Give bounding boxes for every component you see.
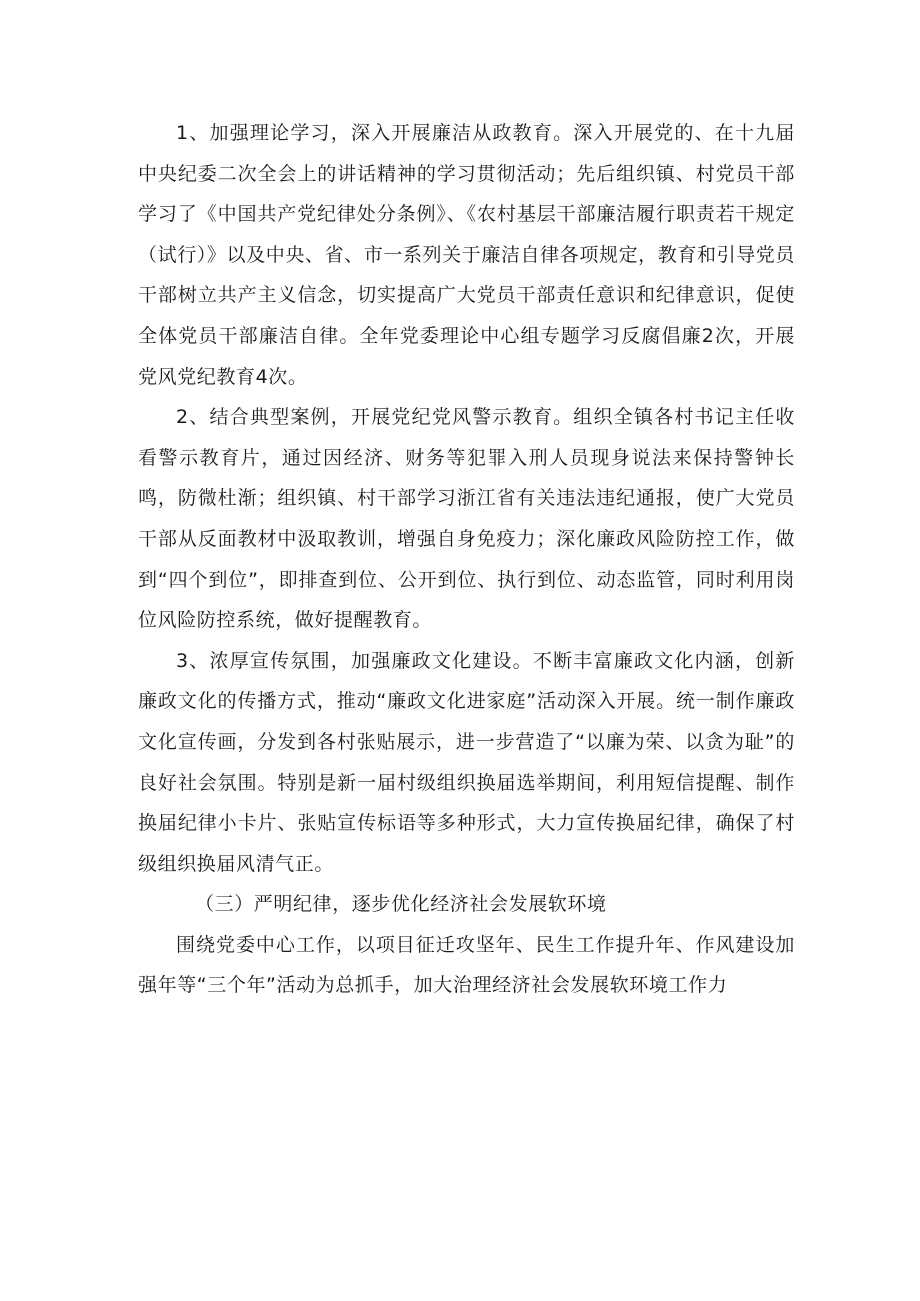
paragraph-4: 围绕党委中心工作，以项目征迁攻坚年、民生工作提升年、作风建设加强年等“三个年”活动为总抓手，加大治理经济社会发展软环境工作力 [138,933,795,997]
section-heading: （三）严明纪律，逐步优化经济社会发展软环境 [195,893,607,916]
paragraph-3: 3、浓厚宣传氛围，加强廉政文化建设。不断丰富廉政文化内涵，创新廉政文化的传播方式，推动“廉政文化进家庭”活动深入开展。统一制作廉政文化宣传画，分发到各村张贴展示，进一步营造了“以廉为荣、以贪为耻”的良好社会氛围。特别是新一届村级组织换届选举期间，利用短信提醒、制作换届纪律小卡片、张贴宣传标语等多种形式，大力宣传换届纪律，确保了村级组织换届风清气正。 [138,649,795,875]
document-body [138,113,795,1006]
paragraph-1: 1、加强理论学习，深入开展廉洁从政教育。深入开展党的、在十九届中央纪委二次全会上的讲话精神的学习贯彻活动；先后组织镇、村党员干部学习了《中国共产党纪律处分条例》、《农村基层干部廉洁履行职责若干规定（试行）》以及中央、省、市一系列关于廉洁自律各项规定，教育和引导党员干部树立共产主义信念，切实提高广大党员干部责任意识和纪律意识，促使全体党员干部廉洁自律。全年党委理论中心组专题学习反腐倡廉2次，开展党风党纪教育4次。 [138,122,795,388]
paragraph-2: 2、结合典型案例，开展党纪党风警示教育。组织全镇各村书记主任收看警示教育片，通过因经济、财务等犯罪入刑人员现身说法来保持警钟长鸣，防微杜渐；组织镇、村干部学习浙江省有关违法违纪通报，使广大党员干部从反面教材中汲取教训，增强自身免疫力；深化廉政风险防控工作，做到“四个到位”，即排查到位、公开到位、执行到位、动态监管，同时利用岗位风险防控系统，做好提醒教育。 [138,406,795,632]
